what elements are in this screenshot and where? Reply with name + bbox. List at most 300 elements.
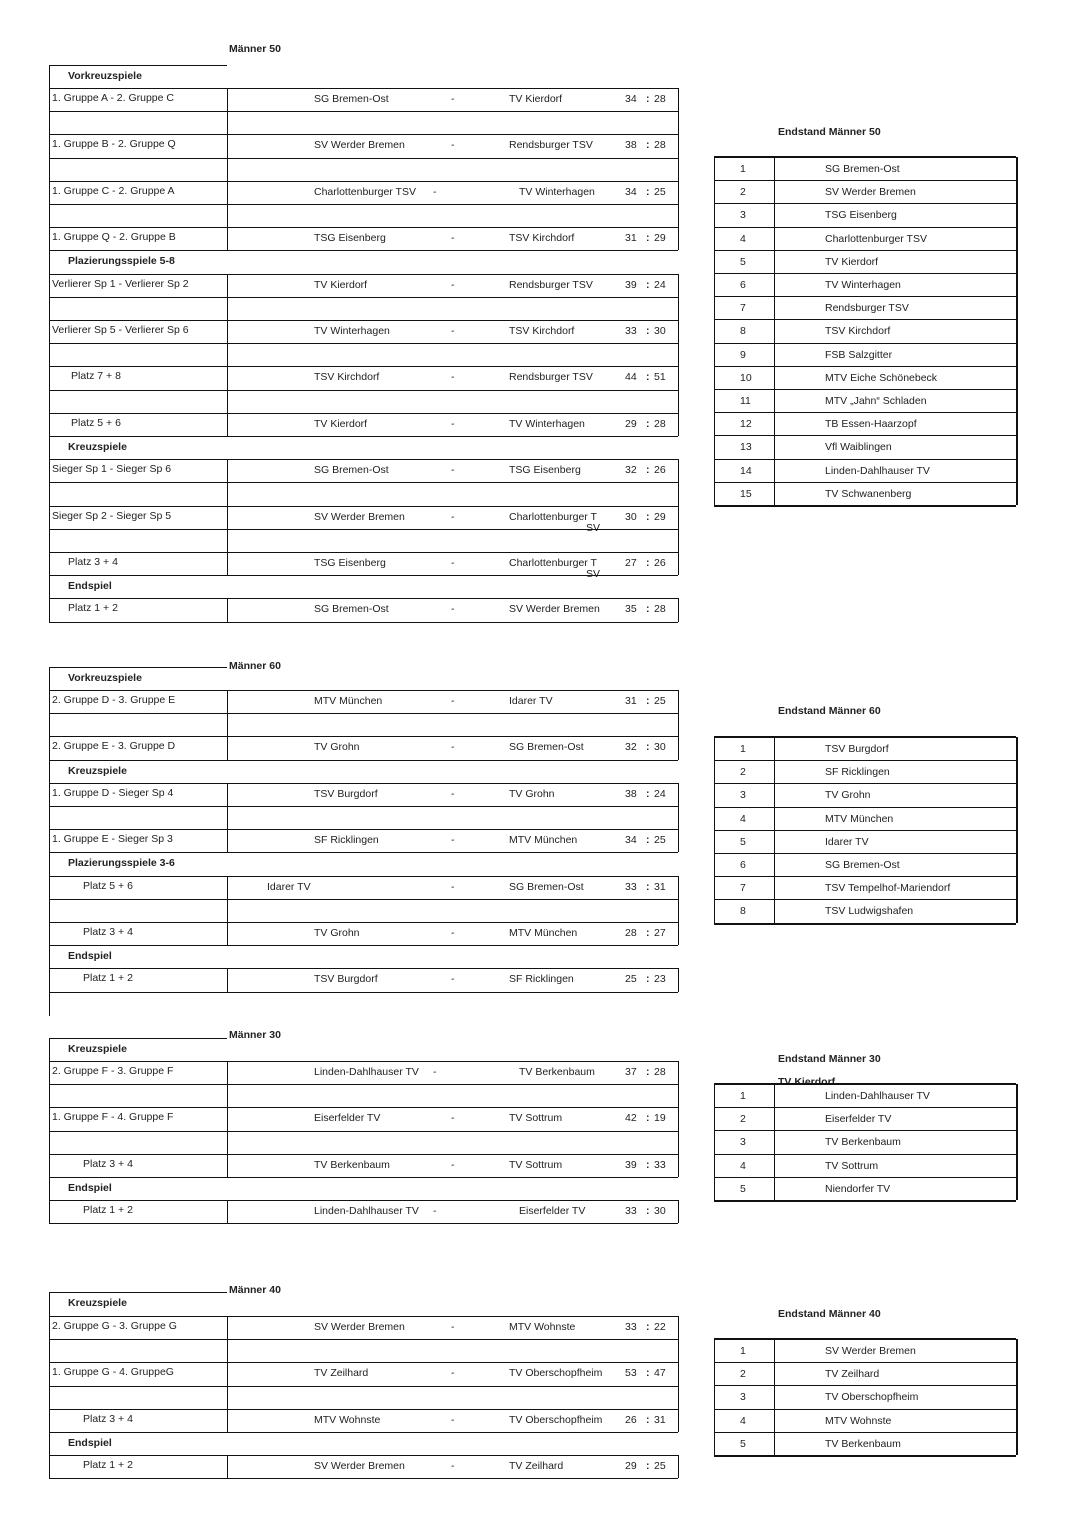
standing-team: TV Winterhagen bbox=[825, 279, 901, 291]
away-team: TV Oberschopfheim bbox=[509, 1413, 603, 1426]
vs-separator: - bbox=[433, 1066, 437, 1078]
score-colon: : bbox=[646, 417, 650, 430]
match-label: Platz 7 + 8 bbox=[71, 370, 121, 383]
standing-right-border bbox=[1016, 1339, 1018, 1455]
row-right-border bbox=[678, 529, 679, 552]
standing-bottom-border bbox=[714, 505, 1016, 507]
row-divider bbox=[227, 204, 228, 227]
standing-row-border bbox=[714, 853, 1016, 854]
away-team: Idarer TV bbox=[509, 695, 553, 707]
away-team: SG Bremen-Ost bbox=[509, 880, 584, 893]
round-heading: Kreuzspiele bbox=[68, 441, 127, 453]
home-team: MTV München bbox=[314, 695, 383, 707]
row-top-border bbox=[49, 1154, 678, 1155]
away-score: 19 bbox=[654, 1112, 666, 1125]
home-team: TV Kierdorf bbox=[314, 278, 368, 291]
match-label: 1. Gruppe Q - 2. Gruppe B bbox=[52, 231, 176, 244]
home-score: 25 bbox=[625, 973, 637, 986]
row-bottom-border bbox=[49, 1432, 678, 1433]
row-right-border bbox=[678, 598, 679, 621]
match-label: Verlierer Sp 5 - Verlierer Sp 6 bbox=[52, 324, 189, 336]
standing-rank: 8 bbox=[740, 905, 746, 918]
vs-separator: - bbox=[451, 510, 455, 523]
row-right-border bbox=[678, 783, 679, 806]
row-top-border bbox=[49, 690, 678, 691]
home-team: TSV Burgdorf bbox=[314, 787, 378, 800]
match-label: 2. Gruppe E - 3. Gruppe D bbox=[52, 740, 176, 753]
home-score: 44 bbox=[625, 371, 637, 384]
score-colon: : bbox=[646, 1321, 650, 1333]
row-top-border bbox=[49, 181, 678, 182]
home-team: TV Kierdorf bbox=[314, 417, 368, 430]
row-top-border bbox=[49, 459, 678, 460]
score-colon: : bbox=[646, 1112, 650, 1125]
away-team: TV Winterhagen bbox=[519, 185, 595, 198]
row-right-border bbox=[678, 1131, 679, 1154]
row-bottom-border bbox=[49, 250, 678, 251]
row-right-border bbox=[678, 1386, 679, 1409]
section-header-rule bbox=[49, 65, 227, 66]
away-score: 25 bbox=[654, 185, 666, 198]
match-label: 1. Gruppe B - 2. Gruppe Q bbox=[52, 138, 176, 151]
standing-bottom-border bbox=[714, 1200, 1016, 1202]
row-right-border bbox=[678, 1107, 679, 1130]
row-divider bbox=[227, 1339, 228, 1362]
away-team: TSV Kirchdorf bbox=[509, 325, 575, 337]
score-colon: : bbox=[646, 557, 650, 569]
standing-rank: 3 bbox=[740, 209, 746, 222]
home-team: TSG Eisenberg bbox=[314, 557, 386, 569]
row-right-border bbox=[678, 506, 679, 529]
away-team: TV Zeilhard bbox=[509, 1460, 564, 1473]
standing-row-border bbox=[714, 899, 1016, 900]
away-score: 33 bbox=[654, 1158, 666, 1171]
section-left-border bbox=[49, 1292, 50, 1478]
home-team: Charlottenburger TSV bbox=[314, 185, 416, 198]
row-divider bbox=[227, 181, 228, 204]
away-team: Rendsburger TSV bbox=[509, 278, 593, 291]
match-label: 2. Gruppe G - 3. Gruppe G bbox=[52, 1320, 177, 1332]
standing-title: Endstand Männer 30 bbox=[778, 1053, 881, 1065]
standing-bottom-border bbox=[714, 923, 1016, 925]
row-right-border bbox=[678, 390, 679, 413]
home-score: 29 bbox=[625, 1460, 637, 1473]
standing-rank: 2 bbox=[740, 1113, 746, 1126]
home-score: 33 bbox=[625, 1205, 637, 1218]
standing-rank: 1 bbox=[740, 1090, 746, 1102]
row-divider bbox=[227, 343, 228, 366]
row-divider bbox=[227, 506, 228, 529]
home-team: SG Bremen-Ost bbox=[314, 464, 389, 477]
away-score: 29 bbox=[654, 510, 666, 523]
vs-separator: - bbox=[451, 603, 455, 616]
score-colon: : bbox=[646, 139, 650, 152]
row-top-border bbox=[49, 783, 678, 784]
standing-team: TV Oberschopfheim bbox=[825, 1391, 919, 1404]
home-team: Linden-Dahlhauser TV bbox=[314, 1066, 419, 1078]
standing-team: TSV Burgdorf bbox=[825, 743, 889, 755]
away-team-wrap: SV bbox=[586, 568, 601, 580]
row-divider bbox=[227, 111, 228, 134]
row-right-border bbox=[678, 690, 679, 713]
row-divider bbox=[227, 1061, 228, 1084]
row-top-border bbox=[49, 320, 678, 321]
section-title: Männer 60 bbox=[229, 660, 281, 672]
score-colon: : bbox=[646, 695, 650, 707]
round-heading: Vorkreuzspiele bbox=[68, 70, 142, 82]
vs-separator: - bbox=[451, 464, 455, 477]
standing-row-border bbox=[714, 1362, 1016, 1363]
row-right-border bbox=[678, 829, 679, 852]
match-label: Sieger Sp 2 - Sieger Sp 5 bbox=[52, 509, 172, 522]
standing-rank: 11 bbox=[740, 395, 751, 407]
vs-separator: - bbox=[451, 741, 455, 754]
standing-top-border bbox=[714, 156, 1016, 158]
vs-separator: - bbox=[451, 1460, 455, 1473]
home-team: SV Werder Bremen bbox=[314, 139, 405, 152]
match-label: 1. Gruppe A - 2. Gruppe C bbox=[52, 92, 174, 104]
score-colon: : bbox=[646, 1413, 650, 1426]
score-colon: : bbox=[646, 464, 650, 477]
home-team: SG Bremen-Ost bbox=[314, 93, 389, 105]
row-right-border bbox=[678, 806, 679, 829]
row-right-border bbox=[678, 343, 679, 366]
standing-team: SG Bremen-Ost bbox=[825, 859, 900, 871]
row-bottom-border bbox=[49, 1223, 678, 1224]
row-right-border bbox=[678, 922, 679, 945]
score-colon: : bbox=[646, 741, 650, 754]
standing-row-border bbox=[714, 227, 1016, 228]
row-divider bbox=[227, 459, 228, 482]
home-score: 31 bbox=[625, 695, 637, 707]
standing-rank: 6 bbox=[740, 279, 746, 291]
away-score: 30 bbox=[654, 325, 666, 337]
away-team: MTV München bbox=[509, 927, 578, 939]
row-divider bbox=[227, 274, 228, 297]
standing-right-border bbox=[1016, 157, 1018, 505]
standing-top-border bbox=[714, 1083, 1016, 1085]
home-team: SF Ricklingen bbox=[314, 834, 379, 847]
row-right-border bbox=[678, 736, 679, 759]
row-top-border bbox=[49, 506, 678, 507]
row-right-border bbox=[678, 1061, 679, 1084]
row-top-border bbox=[49, 529, 678, 530]
standing-row-border bbox=[714, 343, 1016, 344]
score-colon: : bbox=[646, 787, 650, 800]
standing-rank: 15 bbox=[740, 487, 752, 500]
match-label: Platz 3 + 4 bbox=[83, 1412, 133, 1425]
row-divider bbox=[227, 158, 228, 181]
match-label: Platz 1 + 2 bbox=[83, 972, 133, 985]
score-colon: : bbox=[646, 880, 650, 893]
row-top-border bbox=[49, 134, 678, 135]
row-top-border bbox=[49, 899, 678, 900]
standing-rank: 12 bbox=[740, 418, 752, 431]
row-divider bbox=[227, 1316, 228, 1339]
standing-team: SV Werder Bremen bbox=[825, 186, 916, 199]
standing-right-border bbox=[1016, 737, 1018, 923]
vs-separator: - bbox=[451, 325, 455, 337]
standing-row-border bbox=[714, 389, 1016, 390]
away-team: Charlottenburger T bbox=[509, 557, 597, 569]
standing-row-border bbox=[714, 203, 1016, 204]
round-heading: Endspiel bbox=[68, 1182, 112, 1194]
score-colon: : bbox=[646, 371, 650, 384]
standing-row-border bbox=[714, 319, 1016, 320]
home-score: 42 bbox=[625, 1112, 637, 1125]
row-right-border bbox=[678, 899, 679, 922]
score-colon: : bbox=[646, 927, 650, 939]
row-top-border bbox=[49, 482, 678, 483]
home-team: TSG Eisenberg bbox=[314, 232, 386, 245]
row-right-border bbox=[678, 876, 679, 899]
row-divider bbox=[227, 899, 228, 922]
home-score: 30 bbox=[625, 510, 637, 523]
section-header-rule bbox=[49, 1038, 227, 1039]
home-team: Eiserfelder TV bbox=[314, 1112, 381, 1125]
standing-col-divider bbox=[774, 1084, 775, 1200]
standing-team: MTV München bbox=[825, 812, 894, 825]
match-label: 2. Gruppe D - 3. Gruppe E bbox=[52, 694, 176, 706]
match-label: Platz 3 + 4 bbox=[83, 1157, 133, 1170]
vs-separator: - bbox=[451, 973, 455, 986]
row-divider bbox=[227, 413, 228, 436]
away-score: 28 bbox=[654, 1066, 666, 1078]
row-right-border bbox=[678, 204, 679, 227]
row-top-border bbox=[49, 806, 678, 807]
row-top-border bbox=[49, 829, 678, 830]
row-right-border bbox=[678, 1409, 679, 1432]
vs-separator: - bbox=[451, 557, 455, 569]
home-score: 33 bbox=[625, 1321, 637, 1333]
standing-team: TV Berkenbaum bbox=[825, 1437, 901, 1450]
row-right-border bbox=[678, 181, 679, 204]
home-score: 32 bbox=[625, 464, 637, 477]
away-team: Rendsburger TSV bbox=[509, 371, 593, 384]
row-divider bbox=[227, 366, 228, 389]
row-top-border bbox=[49, 1131, 678, 1132]
away-team: SG Bremen-Ost bbox=[509, 741, 584, 754]
row-bottom-border bbox=[49, 760, 678, 761]
away-score: 26 bbox=[654, 464, 666, 477]
row-right-border bbox=[678, 1200, 679, 1223]
row-divider bbox=[227, 1154, 228, 1177]
row-right-border bbox=[678, 227, 679, 250]
standing-left-border bbox=[714, 737, 715, 923]
match-label: 1. Gruppe D - Sieger Sp 4 bbox=[52, 786, 174, 799]
home-score: 33 bbox=[625, 325, 637, 337]
row-top-border bbox=[49, 598, 678, 599]
row-divider bbox=[227, 736, 228, 759]
standing-row-border bbox=[714, 482, 1016, 483]
standing-team: Charlottenburger TSV bbox=[825, 232, 927, 245]
away-score: 26 bbox=[654, 557, 666, 569]
row-top-border bbox=[49, 876, 678, 877]
row-right-border bbox=[678, 713, 679, 736]
row-divider bbox=[227, 320, 228, 343]
match-label: 1. Gruppe F - 4. Gruppe F bbox=[52, 1111, 174, 1124]
row-bottom-border bbox=[49, 622, 678, 623]
row-right-border bbox=[678, 1455, 679, 1478]
standing-rank: 4 bbox=[740, 1414, 746, 1427]
away-score: 23 bbox=[654, 973, 666, 986]
row-top-border bbox=[49, 1409, 678, 1410]
standing-row-border bbox=[714, 830, 1016, 831]
standing-row-border bbox=[714, 1432, 1016, 1433]
standing-rank: 7 bbox=[740, 302, 746, 315]
away-team: SV Werder Bremen bbox=[509, 603, 600, 616]
home-team: TV Grohn bbox=[314, 927, 360, 939]
away-team: Eiserfelder TV bbox=[519, 1205, 586, 1218]
row-right-border bbox=[678, 552, 679, 575]
vs-separator: - bbox=[451, 278, 455, 291]
section-header-rule bbox=[49, 667, 227, 668]
row-top-border bbox=[49, 227, 678, 228]
round-heading: Endspiel bbox=[68, 950, 112, 963]
section-title: Männer 40 bbox=[229, 1284, 281, 1296]
row-right-border bbox=[678, 459, 679, 482]
vs-separator: - bbox=[451, 927, 455, 939]
row-right-border bbox=[678, 1362, 679, 1385]
row-divider bbox=[227, 713, 228, 736]
section-left-border bbox=[49, 65, 50, 622]
away-team: MTV München bbox=[509, 834, 578, 847]
row-right-border bbox=[678, 320, 679, 343]
score-colon: : bbox=[646, 1367, 650, 1380]
match-label: Platz 5 + 6 bbox=[83, 879, 133, 892]
row-divider bbox=[227, 552, 228, 575]
match-label: Platz 5 + 6 bbox=[71, 416, 121, 429]
section-left-tail bbox=[49, 992, 50, 1016]
row-top-border bbox=[49, 1200, 678, 1201]
vs-separator: - bbox=[433, 185, 437, 198]
home-team: Linden-Dahlhauser TV bbox=[314, 1205, 419, 1218]
row-divider bbox=[227, 783, 228, 806]
row-divider bbox=[227, 1131, 228, 1154]
row-top-border bbox=[49, 413, 678, 414]
standing-row-border bbox=[714, 1385, 1016, 1386]
home-score: 38 bbox=[625, 787, 637, 800]
standing-row-border bbox=[714, 250, 1016, 251]
vs-separator: - bbox=[451, 1321, 455, 1333]
standing-col-divider bbox=[774, 1339, 775, 1455]
away-score: 28 bbox=[654, 603, 666, 616]
home-score: 26 bbox=[625, 1413, 637, 1426]
home-team: SV Werder Bremen bbox=[314, 510, 405, 523]
row-top-border bbox=[49, 713, 678, 714]
row-top-border bbox=[49, 968, 678, 969]
match-label: 1. Gruppe E - Sieger Sp 3 bbox=[52, 833, 173, 846]
away-team: TV Kierdorf bbox=[509, 93, 563, 105]
home-team: TV Berkenbaum bbox=[314, 1158, 390, 1171]
round-heading: Vorkreuzspiele bbox=[68, 672, 142, 684]
standing-left-border bbox=[714, 1339, 715, 1455]
away-team: Charlottenburger T bbox=[509, 510, 597, 523]
row-top-border bbox=[49, 1339, 678, 1340]
standing-rank: 4 bbox=[740, 232, 746, 245]
row-bottom-border bbox=[49, 575, 678, 576]
row-right-border bbox=[678, 482, 679, 505]
away-score: 31 bbox=[654, 880, 666, 893]
standing-row-border bbox=[714, 296, 1016, 297]
standing-rank: 2 bbox=[740, 766, 746, 779]
row-right-border bbox=[678, 1084, 679, 1107]
standing-title: Endstand Männer 60 bbox=[778, 705, 881, 717]
row-divider bbox=[227, 1455, 228, 1478]
standing-team: TV Sottrum bbox=[825, 1159, 879, 1172]
standing-team: Vfl Waiblingen bbox=[825, 441, 892, 454]
standing-rank: 8 bbox=[740, 325, 746, 338]
standing-row-border bbox=[714, 273, 1016, 274]
away-team: TV Oberschopfheim bbox=[509, 1367, 603, 1380]
row-top-border bbox=[49, 204, 678, 205]
standing-team: SF Ricklingen bbox=[825, 766, 890, 779]
score-colon: : bbox=[646, 232, 650, 245]
row-divider bbox=[227, 1200, 228, 1223]
vs-separator: - bbox=[451, 417, 455, 430]
score-colon: : bbox=[646, 325, 650, 337]
standing-team: MTV Wohnste bbox=[825, 1414, 892, 1427]
row-right-border bbox=[678, 1339, 679, 1362]
away-team: TSG Eisenberg bbox=[509, 464, 581, 477]
standing-row-border bbox=[714, 1177, 1016, 1178]
standing-rank: 6 bbox=[740, 859, 746, 871]
standing-top-border bbox=[714, 736, 1016, 738]
row-top-border bbox=[49, 88, 678, 89]
score-colon: : bbox=[646, 1205, 650, 1218]
standing-rank: 3 bbox=[740, 1391, 746, 1404]
row-bottom-border bbox=[49, 1177, 678, 1178]
standing-team: FSB Salzgitter bbox=[825, 348, 893, 361]
vs-separator: - bbox=[451, 834, 455, 847]
away-score: 28 bbox=[654, 417, 666, 430]
standing-rank: 9 bbox=[740, 348, 746, 361]
home-score: 38 bbox=[625, 139, 637, 152]
row-right-border bbox=[678, 134, 679, 157]
standing-team: TV Zeilhard bbox=[825, 1368, 880, 1381]
home-team: Idarer TV bbox=[267, 880, 311, 893]
standing-row-border bbox=[714, 1154, 1016, 1155]
away-team: SF Ricklingen bbox=[509, 973, 574, 986]
home-score: 29 bbox=[625, 417, 637, 430]
home-team: TV Grohn bbox=[314, 741, 360, 754]
section-header-rule bbox=[49, 1292, 227, 1293]
away-score: 31 bbox=[654, 1413, 666, 1426]
row-top-border bbox=[49, 390, 678, 391]
home-score: 39 bbox=[625, 278, 637, 291]
away-team: TV Sottrum bbox=[509, 1112, 563, 1125]
away-team-wrap: SV bbox=[586, 521, 601, 534]
match-label: 1. Gruppe C - 2. Gruppe A bbox=[52, 184, 175, 197]
row-right-border bbox=[678, 1316, 679, 1339]
score-colon: : bbox=[646, 834, 650, 847]
standing-rank: 5 bbox=[740, 835, 746, 848]
standing-rank: 10 bbox=[740, 371, 752, 384]
home-score: 34 bbox=[625, 93, 637, 105]
score-colon: : bbox=[646, 93, 650, 105]
standing-row-border bbox=[714, 435, 1016, 436]
row-top-border bbox=[49, 343, 678, 344]
away-score: 27 bbox=[654, 927, 666, 939]
home-score: 32 bbox=[625, 741, 637, 754]
standing-left-border bbox=[714, 1084, 715, 1200]
away-team: Rendsburger TSV bbox=[509, 139, 593, 152]
row-top-border bbox=[49, 1316, 678, 1317]
row-top-border bbox=[49, 1455, 678, 1456]
standing-rank: 5 bbox=[740, 1182, 746, 1195]
row-right-border bbox=[678, 968, 679, 991]
vs-separator: - bbox=[451, 695, 455, 707]
